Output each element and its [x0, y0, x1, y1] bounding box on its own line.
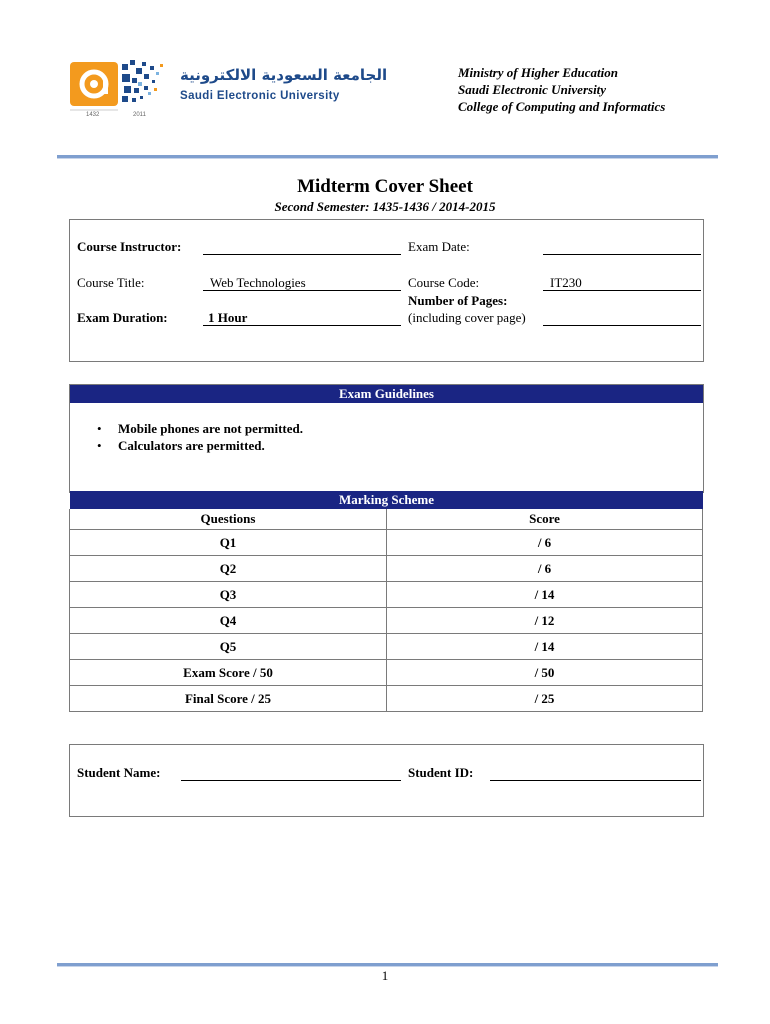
- score-cell[interactable]: / 14: [387, 582, 703, 608]
- table-row: [70, 634, 703, 660]
- table-row: [70, 556, 703, 582]
- footer-rule: [57, 963, 718, 967]
- score-cell[interactable]: / 25: [387, 686, 703, 712]
- marking-table-wrap: [69, 509, 703, 712]
- duration-value: 1 Hour: [208, 310, 248, 325]
- header-rule: [57, 155, 718, 159]
- guideline-item: Calculators are permitted.: [118, 438, 265, 453]
- course-code-value: IT230: [550, 275, 582, 290]
- pages-field[interactable]: [543, 325, 701, 326]
- course-code-label: Course Code:: [408, 275, 480, 290]
- score-cell[interactable]: / 14: [387, 634, 703, 660]
- semester-subtitle: Second Semester: 1435-1436 / 2014-2015: [274, 199, 496, 214]
- course-title-label: Course Title:: [77, 275, 145, 290]
- marking-table: [69, 509, 703, 712]
- table-row: [70, 608, 703, 634]
- college-line: College of Computing and Informatics: [458, 99, 666, 114]
- university-line: Saudi Electronic University: [458, 82, 607, 97]
- page-title: Midterm Cover Sheet: [297, 176, 473, 197]
- student-name-field[interactable]: [181, 780, 401, 781]
- question-cell: Exam Score / 50: [70, 660, 387, 686]
- marking-heading: Marking Scheme: [70, 491, 703, 509]
- question-cell: Q3: [70, 582, 387, 608]
- question-cell: Q2: [70, 556, 387, 582]
- student-id-field[interactable]: [490, 780, 701, 781]
- table-header-row: [70, 509, 703, 530]
- question-cell: Final Score / 25: [70, 686, 387, 712]
- at-sign-logo-icon: [70, 60, 170, 122]
- pages-sublabel: (including cover page): [408, 310, 526, 325]
- instructor-label: Course Instructor:: [77, 239, 182, 254]
- logo-year-hijri: 1432: [86, 112, 100, 118]
- duration-label: Exam Duration:: [77, 310, 168, 325]
- question-cell: Q4: [70, 608, 387, 634]
- table-row: [70, 686, 703, 712]
- score-cell[interactable]: / 12: [387, 608, 703, 634]
- page-number: 1: [381, 968, 389, 983]
- student-id-label: Student ID:: [408, 765, 474, 780]
- question-cell: Q5: [70, 634, 387, 660]
- guidelines-heading: Exam Guidelines: [70, 385, 703, 403]
- logo-english-name: Saudi Electronic University: [180, 90, 340, 102]
- table-row: [70, 582, 703, 608]
- logo-year-gregorian: 2011: [133, 112, 146, 118]
- questions-header: Questions: [70, 509, 387, 530]
- instructor-field[interactable]: [203, 254, 401, 255]
- guideline-item: Mobile phones are not permitted.: [118, 421, 303, 436]
- bullet-icon: •: [97, 421, 102, 436]
- ministry-line: Ministry of Higher Education: [458, 65, 618, 80]
- exam-date-field[interactable]: [543, 254, 701, 255]
- score-header: Score: [387, 509, 703, 530]
- score-cell[interactable]: / 6: [387, 530, 703, 556]
- course-title-value: Web Technologies: [210, 275, 306, 290]
- exam-date-label: Exam Date:: [408, 239, 470, 254]
- bullet-icon: •: [97, 438, 102, 453]
- question-cell: Q1: [70, 530, 387, 556]
- ministry-block: [458, 64, 665, 115]
- logo-arabic-name: الجامعة السعودية الالكترونية: [180, 66, 388, 84]
- score-cell[interactable]: / 50: [387, 660, 703, 686]
- score-cell[interactable]: / 6: [387, 556, 703, 582]
- table-row: [70, 530, 703, 556]
- pages-label: Number of Pages:: [408, 293, 508, 308]
- student-name-label: Student Name:: [77, 765, 161, 780]
- table-row: [70, 660, 703, 686]
